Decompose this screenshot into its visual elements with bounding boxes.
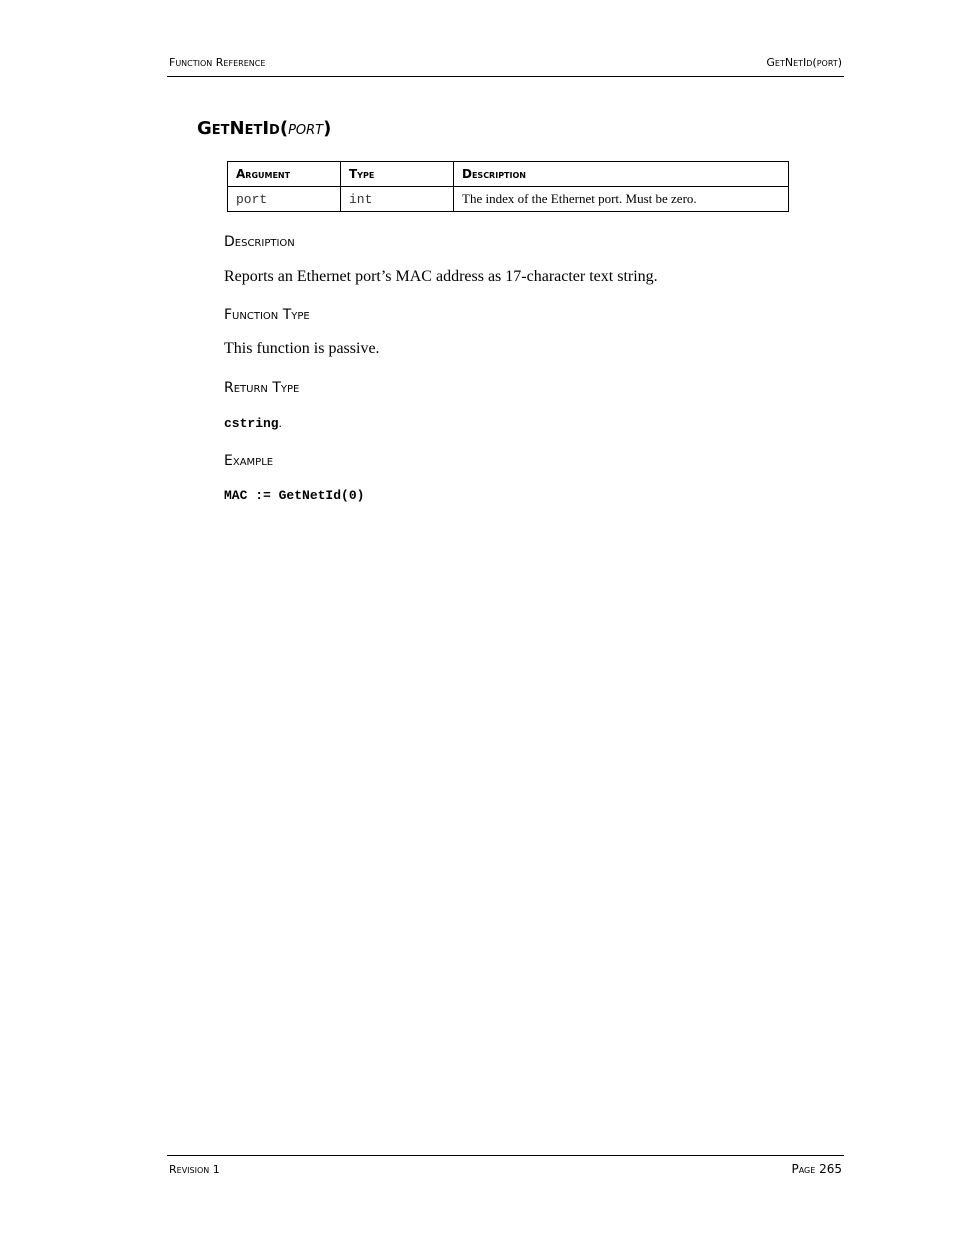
function-type-heading: Function Type (224, 307, 310, 323)
function-close-paren: ) (323, 118, 332, 139)
page-title (197, 118, 331, 139)
return-type-value (224, 415, 282, 431)
return-type-heading: Return Type (224, 380, 300, 396)
table-header-row (228, 162, 789, 187)
running-footer (167, 1155, 844, 1180)
column-header-argument: Argument (228, 162, 341, 187)
header-section-title: Function Reference (169, 56, 266, 69)
column-header-description: Description (454, 162, 789, 187)
example-heading: Example (224, 453, 274, 469)
return-type-code: cstring (224, 416, 279, 431)
function-name: GetNetId( (197, 118, 289, 139)
cell-type: int (341, 187, 454, 212)
running-header (167, 56, 844, 77)
description-heading: Description (224, 234, 295, 250)
cell-argument: port (228, 187, 341, 212)
description-text: Reports an Ethernet port’s MAC address as 17-character text string. (224, 268, 658, 285)
example-code: MAC := GetNetId(0) (224, 488, 365, 503)
header-function-name: GetNetId(port) (766, 56, 842, 69)
table-row (228, 187, 789, 212)
function-argument: port (288, 118, 324, 139)
return-type-period: . (278, 415, 282, 430)
column-header-type: Type (341, 162, 454, 187)
function-type-text: This function is passive. (224, 340, 380, 357)
footer-page-number: Page 265 (791, 1162, 842, 1176)
arguments-table (227, 161, 789, 212)
cell-description: The index of the Ethernet port. Must be zero. (454, 187, 789, 212)
footer-revision: Revision 1 (169, 1163, 220, 1176)
